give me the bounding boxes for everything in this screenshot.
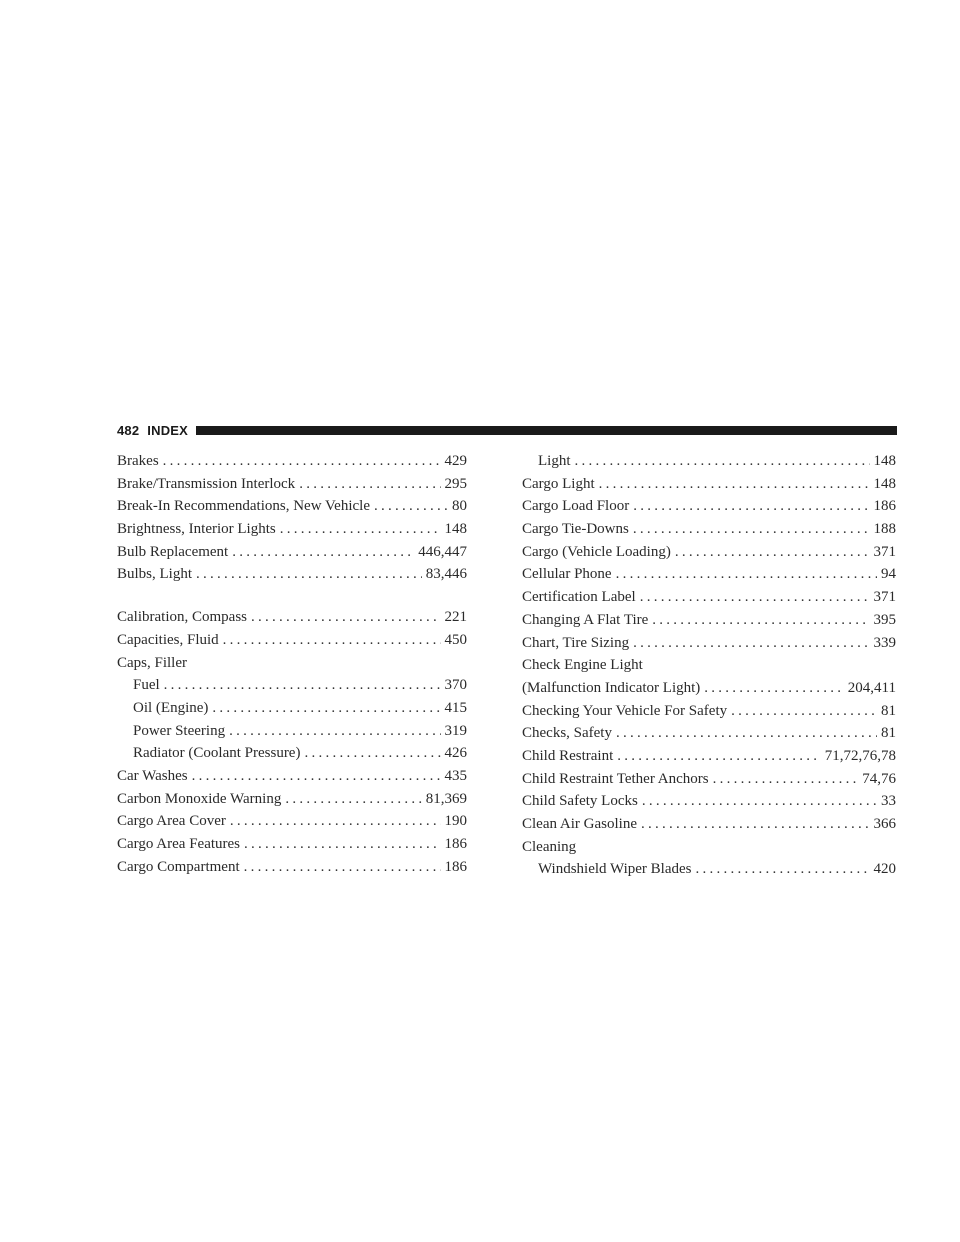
index-entry bbox=[117, 473, 467, 496]
index-entry bbox=[522, 586, 896, 609]
entry-page: 190 bbox=[444, 813, 467, 830]
entry-label: Power Steering bbox=[133, 722, 226, 739]
index-entry bbox=[117, 518, 467, 541]
entry-page: 221 bbox=[444, 609, 467, 626]
dot-leader bbox=[251, 606, 441, 629]
entry-label: Changing A Flat Tire bbox=[522, 611, 649, 628]
entry-page: 366 bbox=[873, 816, 896, 832]
dot-leader bbox=[164, 674, 441, 697]
index-entry bbox=[117, 856, 467, 879]
entry-label: Carbon Monoxide Warning bbox=[117, 790, 282, 807]
dot-leader bbox=[617, 745, 821, 768]
entry-label: Oil (Engine) bbox=[133, 699, 209, 716]
entry-label: Clean Air Gasoline bbox=[522, 816, 637, 832]
entry-page: 415 bbox=[444, 699, 467, 716]
index-subentry bbox=[522, 858, 896, 881]
entry-page: 148 bbox=[873, 453, 896, 469]
dot-leader bbox=[230, 810, 441, 833]
index-entry bbox=[117, 450, 467, 473]
dot-leader bbox=[212, 697, 440, 720]
index-column-right bbox=[522, 450, 896, 881]
header-rule bbox=[196, 426, 897, 435]
index-entry bbox=[522, 768, 896, 791]
dot-leader bbox=[196, 563, 422, 586]
entry-page: 319 bbox=[444, 722, 467, 739]
entry-page: 339 bbox=[873, 634, 896, 651]
dot-leader bbox=[633, 518, 870, 541]
dot-leader bbox=[652, 609, 869, 632]
dot-leader bbox=[244, 833, 440, 856]
entry-page: 80 bbox=[452, 498, 467, 515]
entry-label: Capacities, Fluid bbox=[117, 631, 219, 648]
entry-page: 420 bbox=[873, 861, 896, 878]
entry-label: Brakes bbox=[117, 453, 159, 469]
entry-label: Fuel bbox=[133, 677, 160, 694]
dot-leader bbox=[244, 856, 441, 879]
entry-page: 148 bbox=[873, 475, 896, 492]
entry-page: 186 bbox=[444, 836, 467, 852]
entry-page: 83,446 bbox=[425, 566, 467, 583]
dot-leader bbox=[675, 541, 870, 564]
index-heading: Caps, Filler bbox=[117, 654, 187, 671]
entry-label: Child Safety Locks bbox=[522, 793, 638, 810]
index-entry bbox=[117, 563, 467, 586]
entry-label: Radiator (Coolant Pressure) bbox=[133, 745, 301, 762]
dot-leader bbox=[229, 720, 440, 743]
dot-leader bbox=[731, 700, 877, 723]
entry-label: Chart, Tire Sizing bbox=[522, 634, 630, 651]
entry-page: 33 bbox=[881, 793, 896, 810]
entry-page: 186 bbox=[873, 498, 896, 515]
dot-leader bbox=[163, 450, 441, 473]
entry-page: 371 bbox=[873, 543, 896, 560]
dot-leader bbox=[280, 518, 441, 541]
index-entry bbox=[522, 609, 896, 632]
index-entry bbox=[522, 541, 896, 564]
entry-page: 450 bbox=[444, 631, 467, 648]
index-entry bbox=[117, 495, 467, 518]
entry-label: (Malfunction Indicator Light) bbox=[522, 679, 701, 696]
dot-leader bbox=[223, 629, 441, 652]
entry-label: Cargo Compartment bbox=[117, 858, 240, 875]
index-subentry bbox=[522, 450, 896, 473]
entry-page: 435 bbox=[444, 767, 467, 784]
dot-leader bbox=[285, 788, 421, 811]
dot-leader bbox=[575, 450, 870, 473]
entry-label: Calibration, Compass bbox=[117, 609, 247, 626]
index-entry bbox=[522, 632, 896, 655]
index-gap bbox=[117, 586, 467, 606]
entry-label: Bulbs, Light bbox=[117, 566, 193, 583]
index-subentry bbox=[117, 674, 467, 697]
entry-label: Cargo Area Cover bbox=[117, 813, 226, 830]
entry-label: Brightness, Interior Lights bbox=[117, 521, 276, 538]
index-entry bbox=[522, 745, 896, 768]
dot-leader bbox=[232, 541, 414, 564]
index-entry bbox=[522, 813, 896, 836]
dot-leader bbox=[299, 473, 440, 496]
index-heading: Cleaning bbox=[522, 838, 577, 855]
entry-label: Light bbox=[538, 453, 571, 469]
index-entry bbox=[522, 495, 896, 518]
entry-page: 81,369 bbox=[425, 790, 467, 807]
entry-label: Certification Label bbox=[522, 589, 636, 606]
entry-page: 395 bbox=[873, 611, 896, 628]
index-subentry bbox=[117, 697, 467, 720]
dot-leader bbox=[192, 765, 441, 788]
entry-label: Cargo Load Floor bbox=[522, 498, 630, 515]
entry-label: Cargo Tie-Downs bbox=[522, 521, 629, 538]
index-entry bbox=[522, 677, 896, 700]
entry-label: Checking Your Vehicle For Safety bbox=[522, 702, 728, 719]
entry-label: Brake/Transmission Interlock bbox=[117, 475, 296, 492]
entry-page: 71,72,76,78 bbox=[824, 747, 896, 764]
entry-label: Bulb Replacement bbox=[117, 543, 229, 560]
entry-label: Child Restraint Tether Anchors bbox=[522, 770, 709, 787]
entry-page: 148 bbox=[444, 521, 467, 538]
index-entry bbox=[522, 722, 896, 745]
entry-label: Cargo (Vehicle Loading) bbox=[522, 543, 671, 560]
entry-label: Checks, Safety bbox=[522, 725, 612, 742]
index-column-left bbox=[117, 450, 467, 878]
entry-label: Child Restraint bbox=[522, 747, 614, 764]
dot-leader bbox=[704, 677, 844, 700]
index-entry bbox=[522, 700, 896, 723]
index-entry bbox=[522, 473, 896, 496]
index-entry bbox=[522, 790, 896, 813]
index-entry bbox=[522, 563, 896, 586]
index-entry bbox=[522, 518, 896, 541]
index-entry bbox=[117, 629, 467, 652]
entry-page: 446,447 bbox=[418, 543, 467, 560]
dot-leader bbox=[633, 495, 869, 518]
index-entry bbox=[117, 606, 467, 629]
index-subentry bbox=[117, 742, 467, 765]
dot-leader bbox=[713, 768, 859, 791]
index-entry bbox=[117, 765, 467, 788]
entry-page: 429 bbox=[444, 453, 467, 469]
dot-leader bbox=[616, 722, 877, 745]
entry-label: Break-In Recommendations, New Vehicle bbox=[117, 498, 370, 515]
entry-page: 81 bbox=[881, 725, 896, 742]
dot-leader bbox=[633, 632, 869, 655]
index-entry bbox=[117, 541, 467, 564]
entry-page: 204,411 bbox=[847, 679, 896, 696]
entry-page: 81 bbox=[881, 702, 896, 719]
index-subentry bbox=[117, 720, 467, 743]
entry-page: 94 bbox=[881, 566, 896, 583]
dot-leader bbox=[642, 790, 877, 813]
dot-leader bbox=[696, 858, 870, 881]
entry-label: Cargo Area Features bbox=[117, 836, 241, 852]
index-entry bbox=[117, 788, 467, 811]
dot-leader bbox=[599, 473, 870, 496]
index-entry bbox=[117, 810, 467, 833]
entry-label: Windshield Wiper Blades bbox=[538, 861, 692, 878]
page-title: INDEX bbox=[147, 422, 189, 438]
entry-page: 186 bbox=[444, 858, 467, 875]
entry-page: 371 bbox=[873, 589, 896, 606]
index-entry bbox=[117, 833, 467, 856]
entry-label: Cellular Phone bbox=[522, 566, 612, 583]
dot-leader bbox=[304, 742, 440, 765]
entry-page: 188 bbox=[873, 521, 896, 538]
dot-leader bbox=[641, 813, 870, 836]
dot-leader bbox=[640, 586, 870, 609]
entry-page: 370 bbox=[444, 677, 467, 694]
dot-leader bbox=[616, 563, 877, 586]
page-number: 482 bbox=[117, 422, 140, 438]
entry-label: Cargo Light bbox=[522, 475, 595, 492]
page-header bbox=[117, 420, 897, 440]
entry-page: 295 bbox=[444, 475, 467, 492]
entry-page: 426 bbox=[444, 745, 467, 762]
dot-leader bbox=[374, 495, 448, 518]
entry-page: 74,76 bbox=[862, 770, 896, 787]
index-heading: Check Engine Light bbox=[522, 657, 643, 674]
entry-label: Car Washes bbox=[117, 767, 188, 784]
